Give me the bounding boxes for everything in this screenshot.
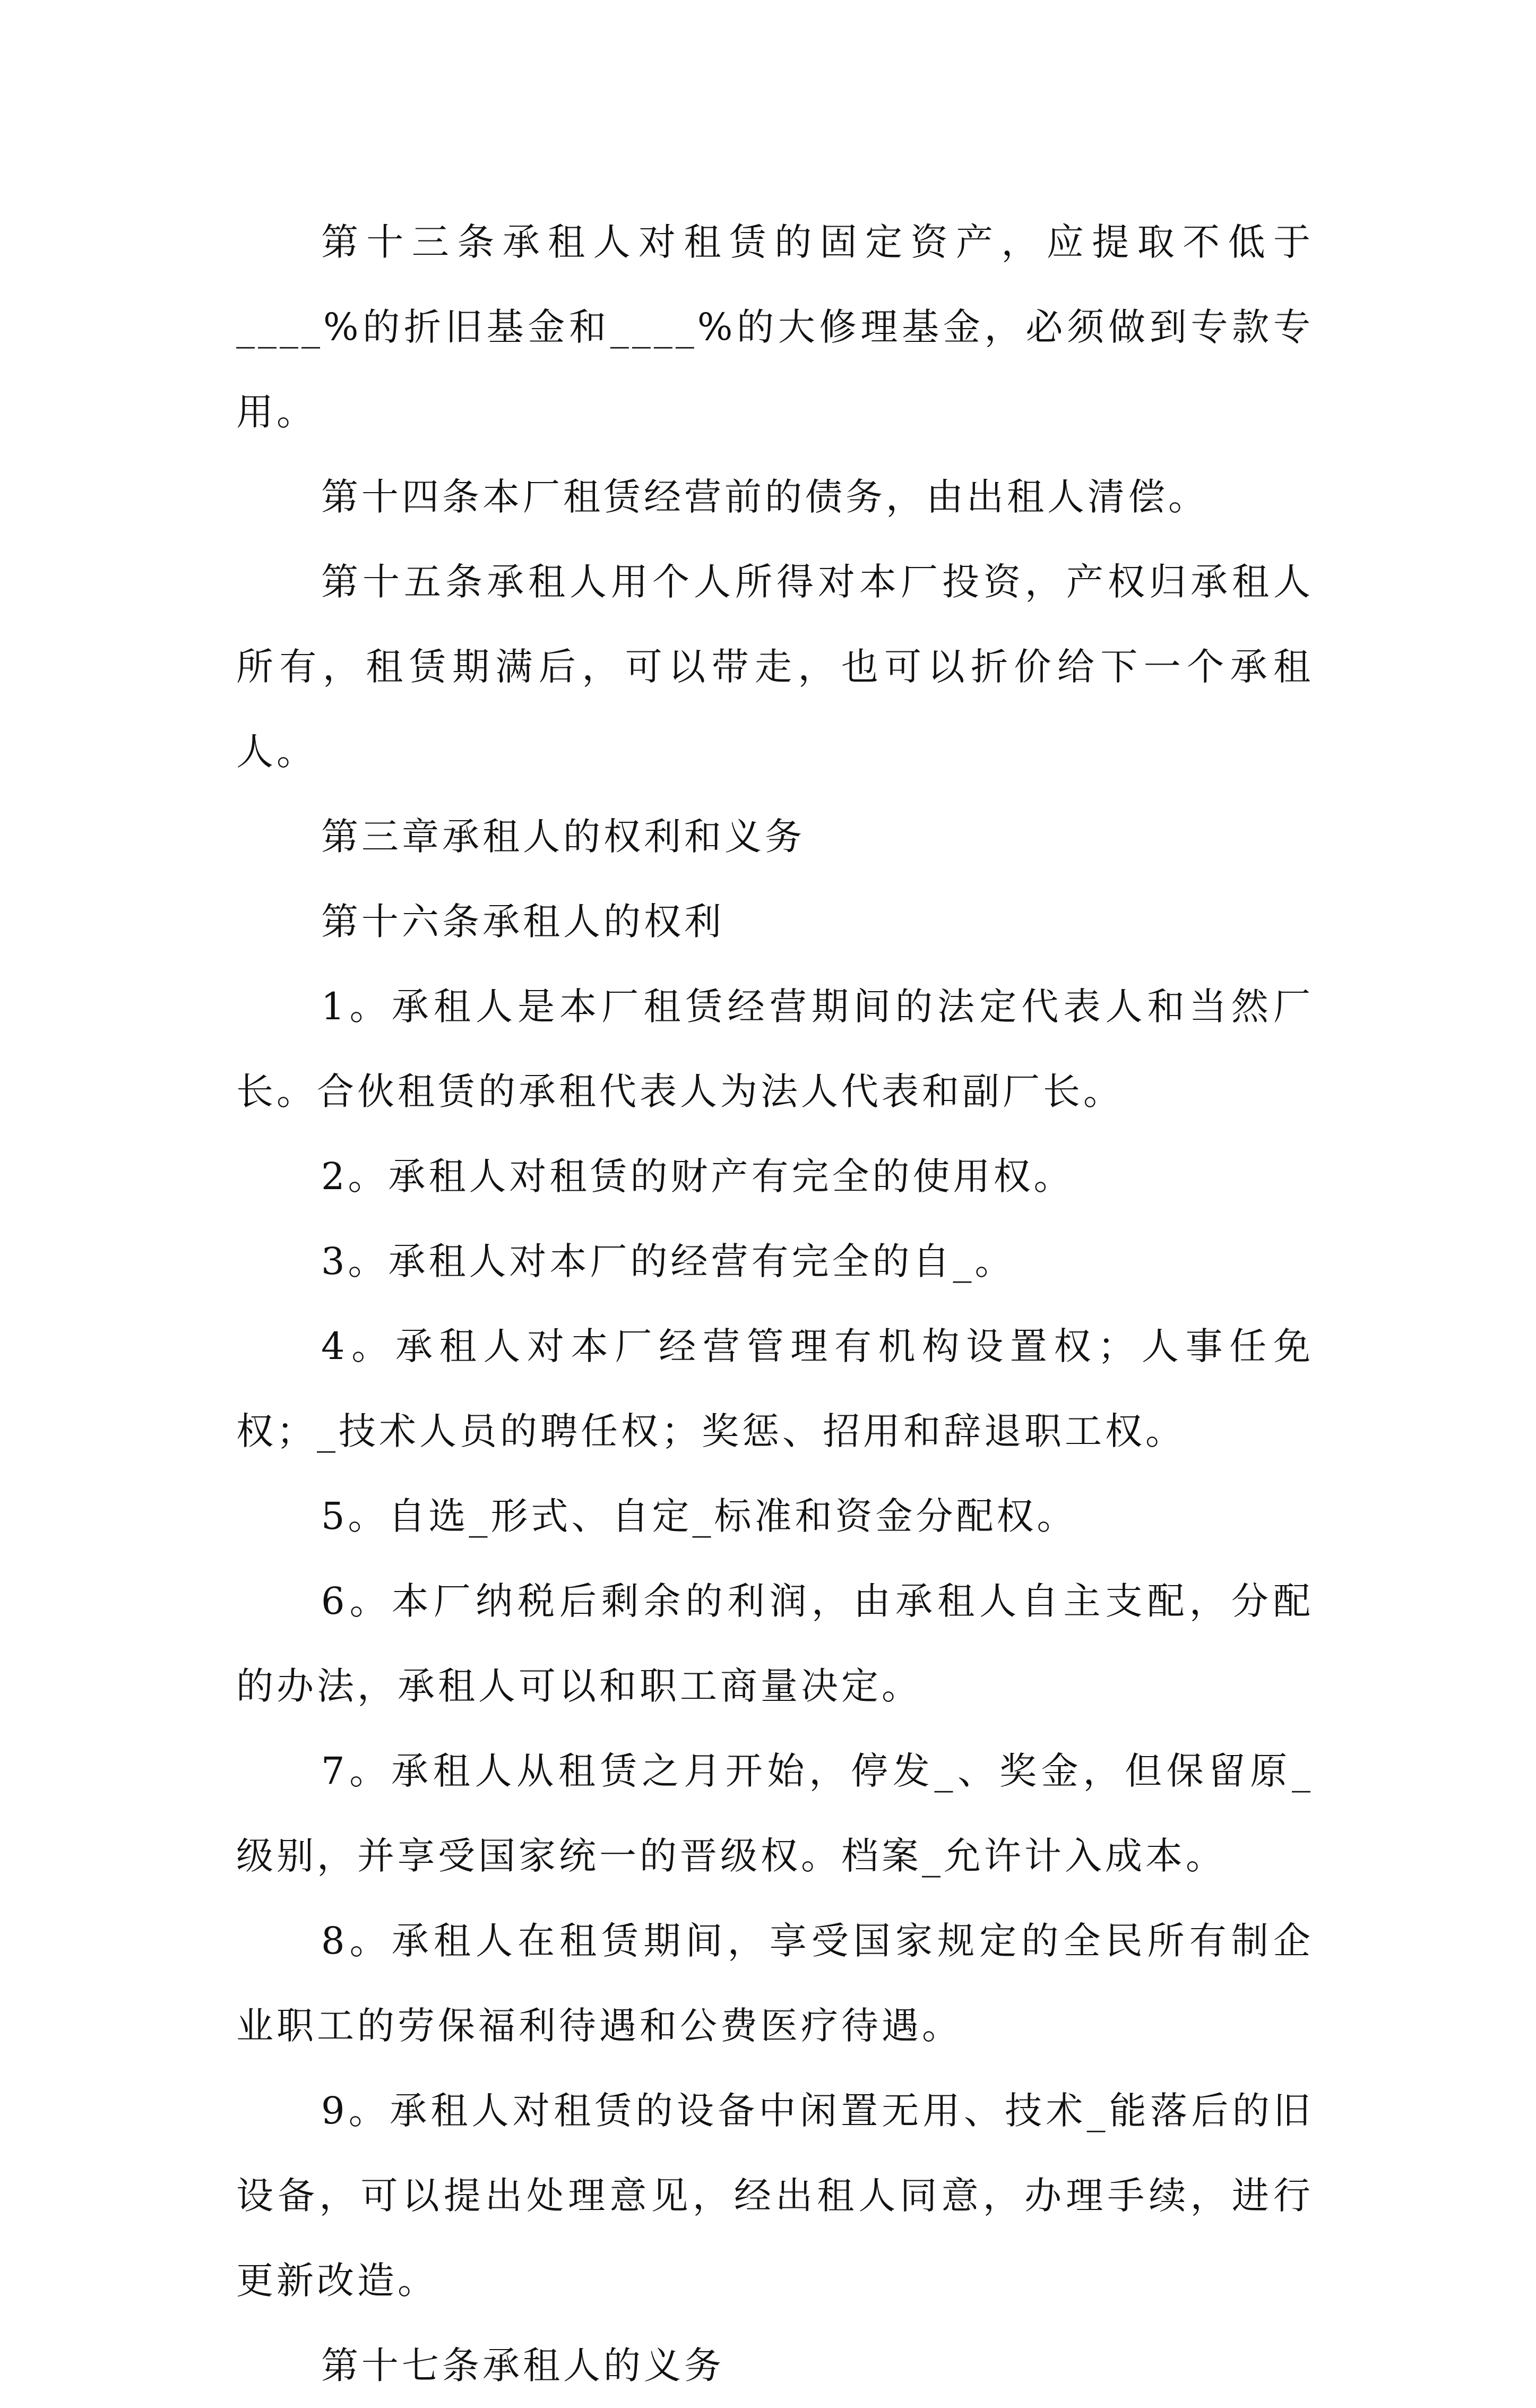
right-item-7: 7。承租人从租赁之月开始，停发_、奖金，但保留原_级别，并享受国家统一的晋级权。档案_允许计入成本。: [236, 1749, 1314, 1878]
document-body: [236, 200, 1314, 2408]
right-item-8: 8。承租人在租赁期间，享受国家规定的全民所有制企业职工的劳保福利待遇和公费医疗待遇。: [236, 1919, 1314, 2048]
right-item-4: 4。承租人对本厂经营管理有机构设置权；人事任免权；_技术人员的聘任权；奖惩、招用和辞退职工权。: [236, 1325, 1314, 1453]
right-item-5: 5。自选_形式、自定_标准和资金分配权。: [321, 1494, 1077, 1538]
chapter-3-heading: 第三章承租人的权利和义务: [321, 815, 805, 858]
right-item-3: 3。承租人对本厂的经营有完全的自_。: [321, 1240, 1015, 1283]
right-item-9: 9。承租人对租赁的设备中闲置无用、技术_能落后的旧设备，可以提出处理意见，经出租人同意，办理手续，进行更新改造。: [236, 2089, 1314, 2302]
clause-14-paragraph: 第十四条本厂租赁经营前的债务，由出租人清偿。: [321, 475, 1209, 519]
clause-17-heading: 第十七条承租人的义务: [321, 2344, 724, 2387]
clause-16-heading: 第十六条承租人的权利: [321, 900, 724, 943]
right-item-1: 1。承租人是本厂租赁经营期间的法定代表人和当然厂长。合伙租赁的承租代表人为法人代表和副厂长。: [236, 985, 1314, 1113]
clause-15-paragraph: 第十五条承租人用个人所得对本厂投资，产权归承租人所有，租赁期满后，可以带走，也可以折价给下一个承租人。: [236, 560, 1314, 773]
right-item-6: 6。本厂纳税后剩余的利润，由承租人自主支配，分配的办法，承租人可以和职工商量决定。: [236, 1579, 1314, 1708]
clause-13-paragraph: 第十三条承租人对租赁的固定资产，应提取不低于____%的折旧基金和____%的大修理基金，必须做到专款专用。: [236, 220, 1314, 434]
right-item-2: 2。承租人对租赁的财产有完全的使用权。: [321, 1155, 1074, 1198]
